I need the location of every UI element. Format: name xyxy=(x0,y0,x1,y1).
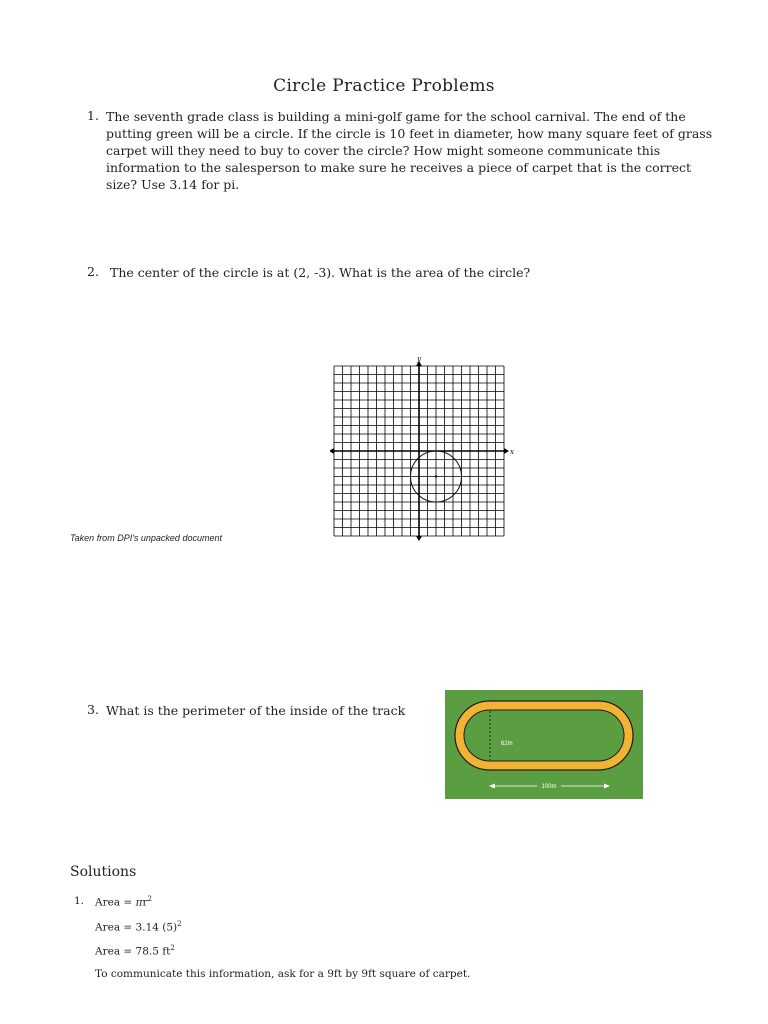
x-axis-arrow-left xyxy=(330,448,334,454)
area-result-exponent: 2 xyxy=(170,944,175,952)
page-title: Circle Practice Problems xyxy=(273,76,495,96)
radius-symbol: r xyxy=(142,896,148,909)
problem-2-text: The center of the circle is at (2, -3). What is the area of the circle? xyxy=(110,265,531,280)
track-diagram xyxy=(445,690,643,799)
problem-2-number: 2. xyxy=(87,264,99,279)
problem-1-text: The seventh grade class is building a mini-golf game for the school carnival. The end of the putting green will be a circle. If the circle is 10 feet in diameter, how many square feet of grass carpet will they need to buy to cover the circle? How might someone communicate this information to the salesperson to make sure he receives a piece of carpet that is the correct size? Use 3.14 for pi. xyxy=(106,109,713,192)
solution-1-area-substitution xyxy=(95,920,182,934)
problem-1-number: 1. xyxy=(87,108,99,123)
track-width-label: 62m xyxy=(501,741,513,747)
track-length-label: 100m xyxy=(541,784,557,790)
solution-1-communicate: To communicate this information, ask for a 9ft by 9ft square of carpet. xyxy=(95,968,471,980)
area-substitution-exponent: 2 xyxy=(177,920,182,928)
y-axis-label: y xyxy=(417,356,421,363)
area-formula-prefix: Area = xyxy=(95,896,136,909)
graph-circle-center xyxy=(435,475,437,477)
y-axis-arrow-down xyxy=(416,536,422,541)
problem-3-text: What is the perimeter of the inside of the track xyxy=(106,703,406,718)
area-result-text: Area = 78.5 ft xyxy=(95,945,171,958)
pi-symbol: π xyxy=(135,896,143,909)
track-infield xyxy=(464,710,624,761)
source-note: Taken from DPI's unpacked document xyxy=(70,533,222,543)
x-axis-arrow-right xyxy=(504,448,509,454)
solution-1-area-formula xyxy=(95,895,152,909)
x-axis-label: x xyxy=(510,448,514,456)
coordinate-grid xyxy=(330,356,520,542)
problem-3-number: 3. xyxy=(87,702,99,717)
area-formula-exponent: 2 xyxy=(147,895,152,903)
area-substitution-text: Area = 3.14 (5) xyxy=(95,921,178,934)
solutions-heading: Solutions xyxy=(70,864,137,880)
solution-1-number: 1. xyxy=(74,895,85,907)
solution-1-area-result xyxy=(95,944,175,958)
